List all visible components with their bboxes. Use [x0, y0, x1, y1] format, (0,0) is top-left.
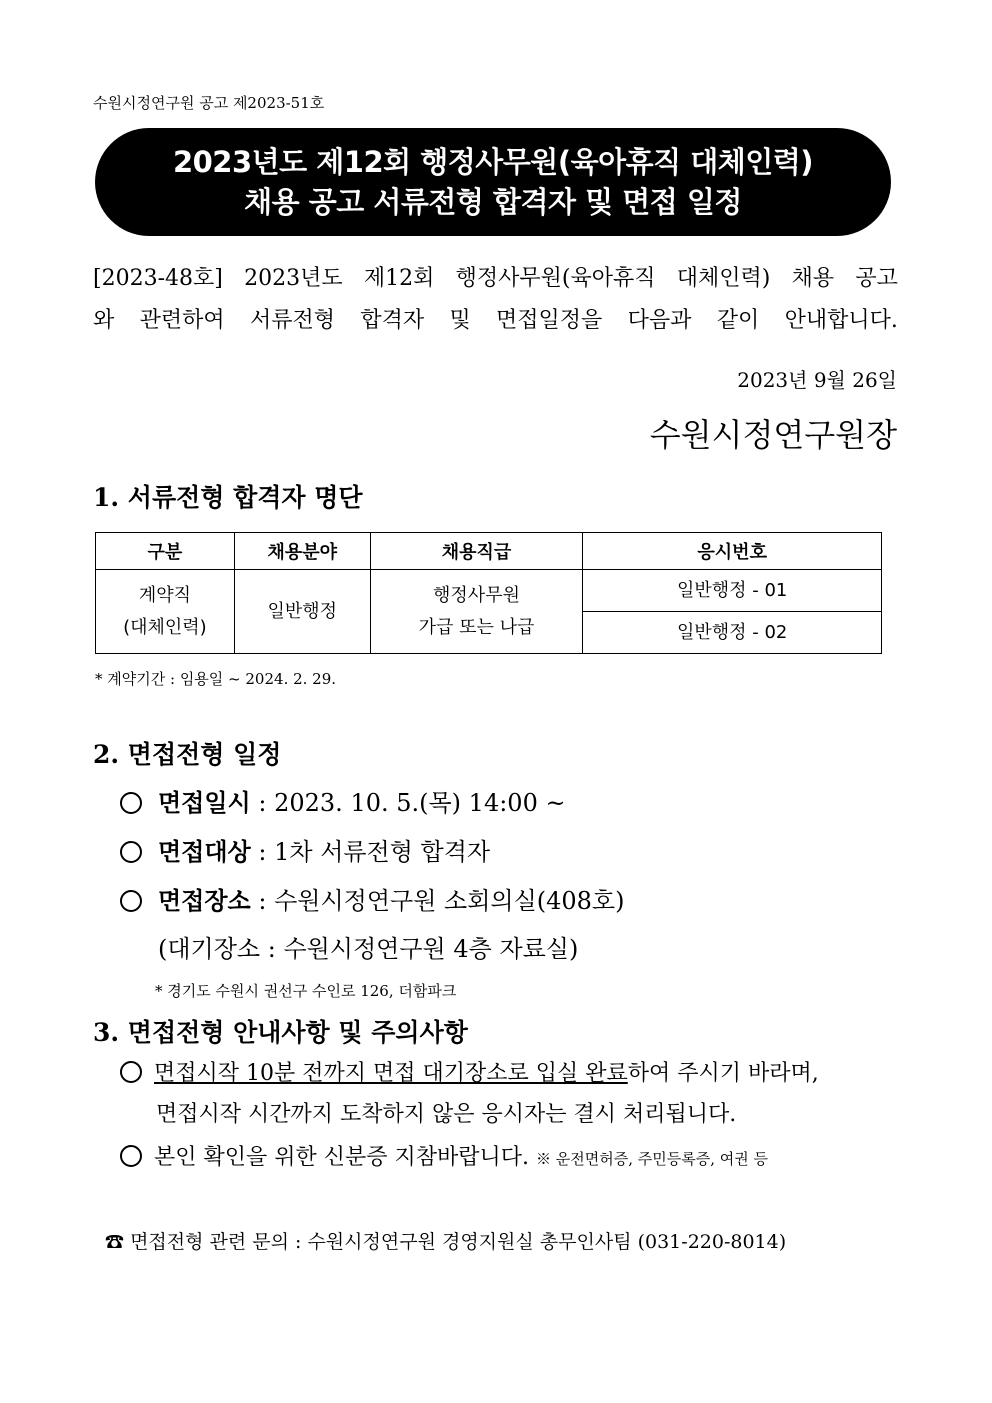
intro-word: 서류전형 [249, 308, 335, 333]
table-header: 채용분야 [234, 533, 370, 570]
contract-period-note: * 계약기간 : 임용일 ~ 2024. 2. 29. [95, 670, 337, 688]
grade-line-1: 행정사무원 [433, 584, 520, 606]
intro-word: 면접일정을 [496, 308, 603, 333]
intro-word: 및 [449, 308, 471, 333]
intro-word: 2023년도 [244, 266, 343, 291]
notice-item-1-line-2: 면접시작 시간까지 도착하지 않은 응시자는 결시 처리됩니다. [156, 1102, 737, 1127]
intro-paragraph [93, 258, 898, 342]
applicant-number-cell: 일반행정 - 02 [583, 612, 882, 654]
intro-word: [2023-48호] [93, 266, 223, 291]
intro-word: 같이 [716, 308, 760, 333]
item-label: 면접장소 [158, 886, 251, 915]
item-label: 면접대상 [158, 837, 251, 866]
id-note: ※ 운전면허증, 주민등록증, 여권 등 [536, 1150, 768, 1168]
table-header: 채용직급 [370, 533, 583, 570]
intro-line-2 [93, 300, 898, 342]
interview-location [120, 881, 624, 916]
circle-bullet-icon [120, 1061, 142, 1083]
field-cell: 일반행정 [234, 570, 370, 654]
grade-cell [370, 570, 583, 654]
intro-word: 대체인력) [676, 266, 771, 291]
category-line-1: 계약직 [138, 584, 191, 606]
section-3-heading: 3. 면접전형 안내사항 및 주의사항 [93, 1018, 468, 1047]
phone-icon: ☎ [105, 1231, 125, 1253]
circle-bullet-icon [120, 841, 142, 863]
intro-word: 다음과 [627, 308, 692, 333]
circle-bullet-icon [120, 792, 142, 814]
intro-word: 안내합니다. [784, 308, 898, 333]
table-header: 구분 [96, 533, 235, 570]
item-value: : 2023. 10. 5.(목) 14:00 ~ [258, 789, 566, 817]
item-text: 하여 주시기 바라며, [627, 1061, 819, 1086]
notice-date: 2023년 9월 26일 [737, 368, 897, 392]
intro-word: 관련하여 [139, 308, 225, 333]
intro-word: 채용 [791, 266, 835, 291]
circle-bullet-icon [120, 890, 142, 912]
intro-line-1 [93, 258, 898, 300]
intro-word: 합격자 [360, 308, 425, 333]
contact-text: 면접전형 관련 문의 : 수원시정연구원 경영지원실 총무인사팀 (031-220-8014) [130, 1231, 787, 1253]
grade-line-2: 가급 또는 나급 [418, 616, 535, 638]
contact-info [105, 1227, 786, 1254]
title-line-2: 채용 공고 서류전형 합격자 및 면접 일정 [244, 185, 742, 219]
item-label: 면접일시 [158, 788, 251, 817]
applicant-number-cell: 일반행정 - 01 [583, 570, 882, 612]
issuer-name: 수원시정연구원장 [649, 416, 897, 454]
section-2-heading: 2. 면접전형 일정 [93, 740, 282, 769]
section-1-heading: 1. 서류전형 합격자 명단 [93, 483, 363, 512]
passer-table [95, 532, 882, 654]
table-row [96, 570, 882, 612]
notice-item-2 [120, 1140, 768, 1171]
address-note: * 경기도 수원시 권선구 수인로 126, 더함파크 [155, 982, 457, 1000]
category-line-2: (대체인력) [123, 616, 207, 638]
intro-word: 와 [93, 308, 115, 333]
item-text: 본인 확인을 위한 신분증 지참바랍니다. [154, 1145, 529, 1170]
intro-word: 행정사무원(육아휴직 [455, 266, 656, 291]
interview-datetime [120, 783, 566, 818]
notice-item-1 [120, 1056, 819, 1087]
emphasis-text: 면접시작 10분 전까지 면접 대기장소로 입실 완료 [154, 1061, 628, 1086]
table-header-row [96, 533, 882, 570]
interview-target [120, 832, 490, 867]
circle-bullet-icon [120, 1145, 142, 1167]
waiting-room: (대기장소 : 수원시정연구원 4층 자료실) [158, 935, 579, 963]
item-value: : 1차 서류전형 합격자 [258, 838, 491, 866]
intro-word: 제12회 [363, 266, 435, 291]
title-line-1: 2023년도 제12회 행정사무원(육아휴직 대체인력) [172, 145, 814, 179]
notice-number: 수원시정연구원 공고 제2023-51호 [93, 94, 325, 112]
item-value: : 수원시정연구원 소회의실(408호) [258, 887, 625, 915]
table-header: 응시번호 [583, 533, 882, 570]
intro-word: 공고 [855, 266, 898, 291]
category-cell [96, 570, 235, 654]
title-banner [95, 128, 891, 236]
